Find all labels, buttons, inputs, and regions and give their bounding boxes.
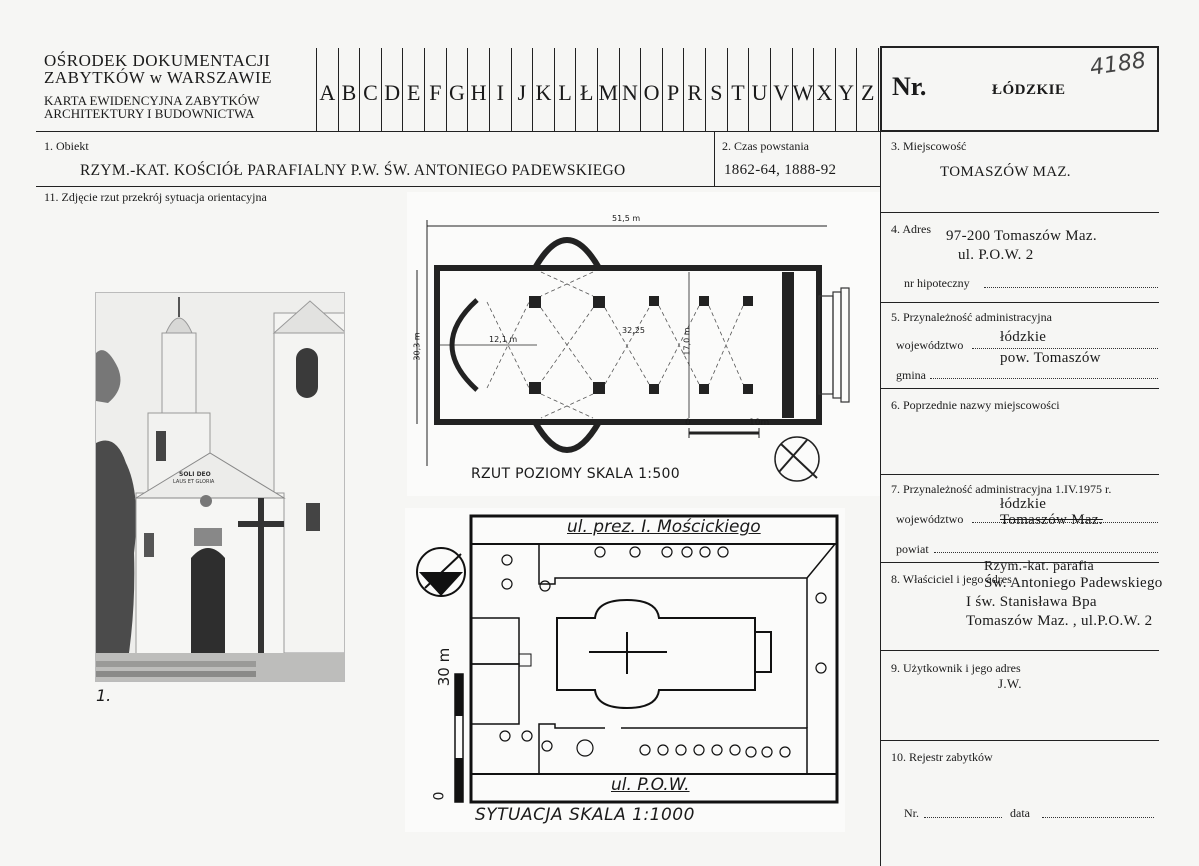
facade-inscription-2: LAUS ET GLORIA: [173, 479, 215, 485]
alphabet-letter: X: [814, 48, 836, 132]
photo-number: 1.: [96, 686, 112, 705]
gmina-line: [930, 378, 1158, 379]
uzytkownik-label: 9. Użytkownik i jego adres: [891, 661, 1021, 675]
wlasciciel-line-1: Rzym.-kat. parafia: [984, 559, 1094, 574]
card-line-1: KARTA EWIDENCYJNA ZABYTKÓW: [44, 93, 260, 108]
card-line-2: ARCHITEKTURY I BUDOWNICTWA: [44, 106, 255, 121]
miejscowosc-value: TOMASZÓW MAZ.: [940, 164, 1071, 180]
gmina-value: pow. Tomaszów: [1000, 350, 1101, 366]
divider-r1: [880, 212, 1159, 213]
alphabet-letter: M: [598, 48, 620, 132]
alphabet-index: [316, 48, 878, 132]
rejestr-data-label: data: [1010, 806, 1030, 820]
zdjecie-label: 11. Zdjęcie rzut przekrój sytuacja orientacyjna: [44, 190, 267, 204]
rejestr-data-line: [1042, 817, 1154, 818]
divider-obiekt-czas: [714, 131, 715, 186]
wojewodztwo75-value: łódzkie: [1000, 496, 1047, 512]
alphabet-letter: Y: [836, 48, 858, 132]
alphabet-letter: S: [706, 48, 728, 132]
gmina-label: gmina: [896, 368, 926, 382]
poprzednie-label: 6. Poprzednie nazwy miejscowości: [891, 398, 1060, 412]
alphabet-letter: N: [620, 48, 642, 132]
floor-plan-drawing: [407, 192, 880, 496]
powiat-label: powiat: [896, 542, 929, 556]
miejscowosc-label: 3. Miejscowość: [891, 139, 967, 153]
organization-name: [44, 52, 272, 86]
divider-r3: [880, 388, 1159, 389]
alphabet-letter: B: [339, 48, 361, 132]
alphabet-letter: C: [360, 48, 382, 132]
alphabet-letter: P: [663, 48, 685, 132]
alphabet-letter: U: [749, 48, 771, 132]
przynaleznosc75-label: 7. Przynależność administracyjna 1.IV.1975 r.: [891, 482, 1112, 496]
card-type: [44, 94, 260, 120]
hipoteczny-label: nr hipoteczny: [904, 276, 970, 290]
alphabet-letter: T: [728, 48, 750, 132]
alphabet-letter: Ł: [576, 48, 598, 132]
wlasciciel-line-2: Św. Antoniego Padewskiego: [984, 575, 1163, 591]
street-top: ul. prez. I. Mościckiego: [567, 517, 761, 537]
divider-r4: [880, 474, 1159, 475]
divider-row1: [36, 186, 881, 187]
alphabet-letter: L: [555, 48, 577, 132]
wojewodztwo75-label: województwo: [896, 512, 964, 526]
adres-line-2: ul. P.O.W. 2: [958, 247, 1034, 263]
hipoteczny-line: [984, 287, 1158, 288]
powiat-line: [934, 552, 1158, 553]
plan-scale-0: 0: [685, 418, 691, 428]
site-scale-0: 0: [431, 791, 448, 801]
rejestr-nr-line: [924, 817, 1002, 818]
alphabet-letter: R: [684, 48, 706, 132]
alphabet-letter: K: [533, 48, 555, 132]
site-plan-panel: [405, 508, 845, 832]
site-title: SYTUACJA SKALA 1:1000: [475, 805, 695, 825]
alphabet-letter: A: [317, 48, 339, 132]
nr-label: Nr.: [892, 72, 927, 101]
wojewodztwo-label: województwo: [896, 338, 964, 352]
divider-r6: [880, 650, 1159, 651]
alphabet-letter: I: [490, 48, 512, 132]
czas-value: 1862-64, 1888-92: [724, 162, 837, 178]
czas-label: 2. Czas powstania: [722, 139, 809, 153]
alphabet-letter: E: [403, 48, 425, 132]
adres-line-1: 97-200 Tomaszów Maz.: [946, 228, 1097, 244]
adres-label: 4. Adres: [891, 222, 931, 236]
dim-inner: 17,0 m: [682, 327, 692, 356]
alphabet-letter: H: [468, 48, 490, 132]
dim-length: 51,5 m: [612, 214, 641, 223]
rejestr-label: 10. Rejestr zabytków: [891, 750, 993, 764]
alphabet-letter: F: [425, 48, 447, 132]
plan-title: RZUT POZIOMY SKALA 1:500: [471, 466, 680, 482]
floor-plan-panel: [407, 192, 880, 496]
nr-value: ŁÓDZKIE: [992, 82, 1066, 98]
divider-r2: [880, 302, 1159, 303]
alphabet-letter: Z: [857, 48, 879, 132]
wlasciciel-line-4: Tomaszów Maz. , ul.P.O.W. 2: [966, 613, 1153, 629]
dim-apse: 12,1 m: [489, 335, 518, 344]
obiekt-label: 1. Obiekt: [44, 139, 89, 153]
street-bottom: ul. P.O.W.: [611, 775, 690, 795]
uzytkownik-value: J.W.: [998, 676, 1022, 691]
divider-header: [36, 131, 881, 132]
plan-scale-10: 10m: [749, 418, 770, 428]
org-line-2: ZABYTKÓW w WARSZAWIE: [44, 68, 273, 87]
przynaleznosc-label: 5. Przynależność administracyjna: [891, 310, 1052, 324]
org-line-1: OŚRODEK DOKUMENTACJI: [44, 51, 271, 70]
wojewodztwo75-struck: Tomaszów Maz.: [1000, 512, 1103, 528]
dim-nave: 32,25: [622, 326, 645, 335]
wlasciciel-line-3: I św. Stanisława Bpa: [966, 594, 1097, 610]
site-scale-30: 30 m: [435, 647, 454, 687]
dim-width: 30,3 m: [412, 332, 422, 361]
obiekt-value: RZYM.-KAT. KOŚCIÓŁ PARAFIALNY P.W. ŚW. ANTONIEGO PADEWSKIEGO: [80, 162, 626, 179]
handwritten-number: 4188: [1088, 48, 1148, 81]
rejestr-nr-label: Nr.: [904, 806, 919, 820]
divider-r7: [880, 740, 1159, 741]
wlasciciel-label: 8. Właściciel i jego adres: [891, 572, 1012, 586]
wojewodztwo-line: [972, 348, 1158, 349]
church-photo: [95, 292, 345, 682]
facade-inscription-1: SOLI DEO: [179, 471, 211, 478]
church-facade-drawing: [96, 293, 345, 682]
alphabet-letter: J: [512, 48, 534, 132]
alphabet-letter: G: [447, 48, 469, 132]
divider-right-column: [880, 131, 881, 866]
alphabet-letter: D: [382, 48, 404, 132]
alphabet-letter: O: [641, 48, 663, 132]
nr-box: [880, 46, 1159, 132]
alphabet-letter: V: [771, 48, 793, 132]
wojewodztwo-value: łódzkie: [1000, 329, 1047, 345]
alphabet-letter: W: [793, 48, 815, 132]
